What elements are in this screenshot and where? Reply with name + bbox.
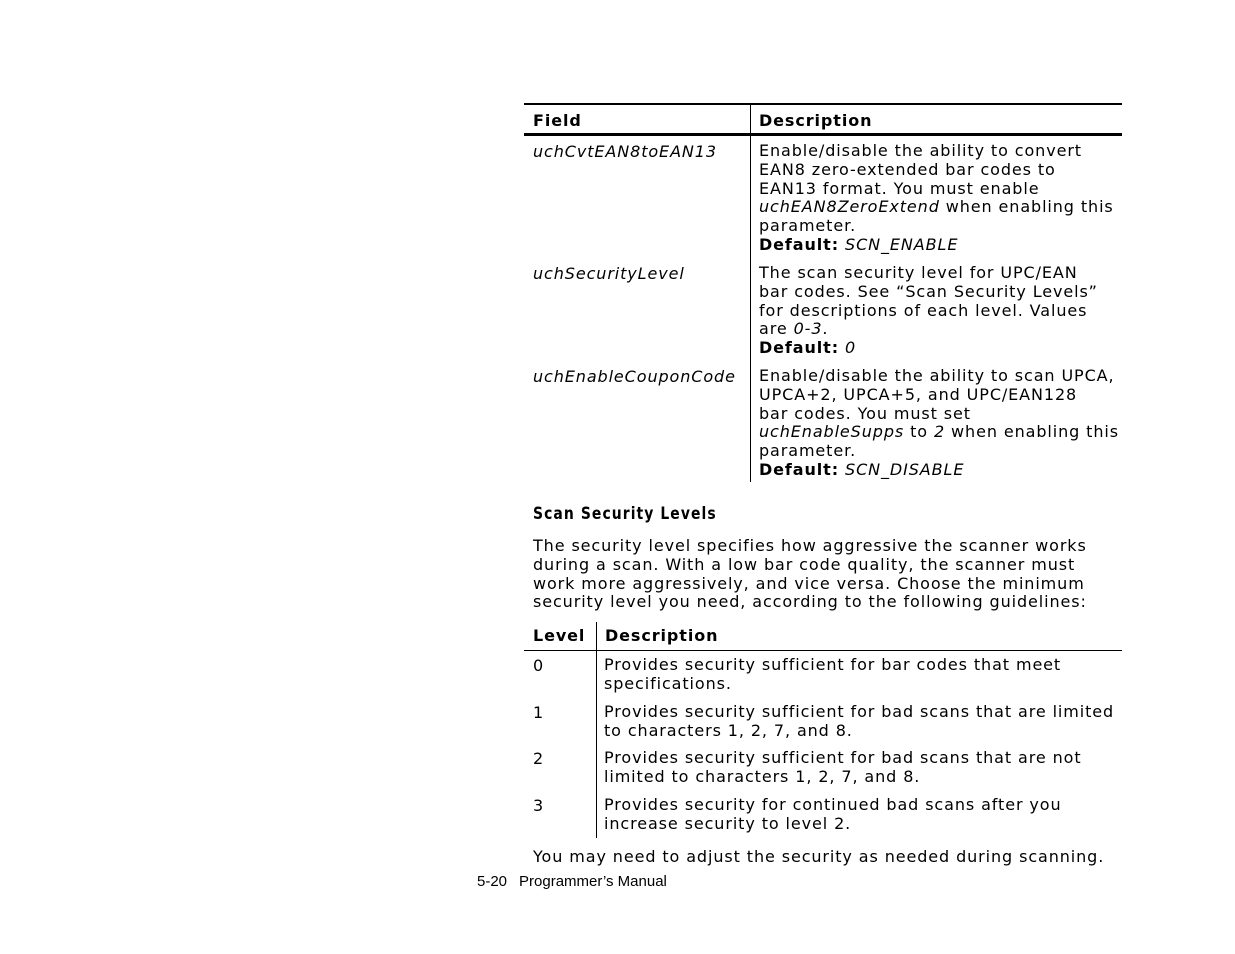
description-line: Enable/disable the ability to convert bbox=[759, 141, 1082, 160]
level-number: 0 bbox=[533, 656, 545, 675]
description-text: to bbox=[904, 422, 934, 442]
description-line: increase security to level 2. bbox=[604, 813, 852, 833]
security-level-table bbox=[524, 622, 1122, 837]
level-table-header bbox=[524, 622, 1122, 651]
default-label: Default: bbox=[759, 234, 840, 254]
parameter-value: 2 bbox=[933, 422, 946, 442]
parameter-reference: uchEAN8ZeroExtend bbox=[759, 197, 940, 217]
level-number: 3 bbox=[533, 796, 545, 815]
description-line: limited to characters 1, 2, 7, and 8. bbox=[604, 766, 921, 786]
description-line: for descriptions of each level. Values bbox=[759, 300, 1088, 320]
level-description bbox=[604, 656, 1119, 694]
default-label: Default: bbox=[759, 459, 840, 479]
field-description bbox=[759, 367, 1121, 480]
field-description bbox=[759, 264, 1121, 358]
description-line: UPCA+2, UPCA+5, and UPC/EAN128 bbox=[759, 384, 1078, 404]
field-column-header: Field bbox=[533, 111, 582, 130]
description-line: Provides security sufficient for bar codes that meet bbox=[604, 655, 1062, 674]
default-line bbox=[759, 236, 1121, 255]
value-range: 0-3 bbox=[793, 319, 823, 339]
level-column-header: Level bbox=[533, 626, 586, 645]
column-divider bbox=[750, 105, 751, 133]
page-footer bbox=[477, 873, 667, 890]
description-line: Provides security sufficient for bad scans that are not bbox=[604, 748, 1082, 767]
description-line: bar codes. See “Scan Security Levels” bbox=[759, 281, 1098, 301]
field-description bbox=[759, 142, 1121, 255]
description-line: EAN8 zero-extended bar codes to bbox=[759, 159, 1056, 179]
column-divider bbox=[750, 258, 751, 361]
table-row bbox=[524, 361, 1122, 482]
level-description bbox=[604, 796, 1119, 834]
description-line: parameter. bbox=[759, 441, 857, 461]
description-line: Provides security for continued bad scans after you bbox=[604, 795, 1062, 814]
description-column-header: Description bbox=[759, 111, 873, 130]
description-line: Provides security sufficient for bad scans that are limited bbox=[604, 702, 1115, 721]
table-row bbox=[524, 136, 1122, 258]
table-row bbox=[524, 651, 1122, 698]
description-text: when enabling this bbox=[939, 197, 1114, 217]
table-row bbox=[524, 744, 1122, 791]
paragraph-line: work more aggressively, and vice versa. Choose the minimum bbox=[533, 573, 1085, 593]
description-text: . bbox=[822, 319, 829, 339]
default-line bbox=[759, 461, 1121, 480]
field-name: uchEnableCouponCode bbox=[533, 367, 736, 386]
description-line: EAN13 format. You must enable bbox=[759, 178, 1040, 198]
field-name: uchCvtEAN8toEAN13 bbox=[533, 142, 717, 161]
paragraph-line: The security level specifies how aggressive the scanner works bbox=[533, 536, 1087, 555]
table-row bbox=[524, 698, 1122, 744]
table-row bbox=[524, 791, 1122, 837]
description-text: when enabling this bbox=[945, 422, 1119, 442]
field-table bbox=[524, 103, 1122, 482]
default-value: SCN_DISABLE bbox=[845, 459, 965, 479]
level-description bbox=[604, 749, 1119, 787]
parameter-reference: uchEnableSupps bbox=[759, 422, 905, 442]
level-number: 2 bbox=[533, 749, 545, 768]
column-divider bbox=[750, 361, 751, 482]
description-column-header: Description bbox=[605, 626, 719, 645]
description-line: Enable/disable the ability to scan UPCA, bbox=[759, 366, 1115, 385]
default-line bbox=[759, 339, 1121, 358]
description-line bbox=[759, 423, 1121, 442]
table-row bbox=[524, 258, 1122, 361]
column-divider bbox=[750, 136, 751, 258]
description-line: to characters 1, 2, 7, and 8. bbox=[604, 720, 853, 740]
default-value: 0 bbox=[845, 338, 857, 358]
default-label: Default: bbox=[759, 338, 840, 358]
field-table-header bbox=[524, 103, 1122, 136]
manual-title: Programmer’s Manual bbox=[519, 873, 667, 890]
description-line bbox=[759, 198, 1121, 217]
description-line bbox=[759, 320, 1121, 339]
description-line: bar codes. You must set bbox=[759, 403, 971, 423]
intro-paragraph bbox=[533, 537, 1123, 612]
description-line: parameter. bbox=[759, 216, 857, 236]
default-value: SCN_ENABLE bbox=[845, 234, 959, 254]
level-description bbox=[604, 703, 1119, 741]
description-line: The scan security level for UPC/EAN bbox=[759, 263, 1078, 282]
closing-paragraph: You may need to adjust the security as needed during scanning. bbox=[533, 847, 1105, 866]
description-text: are bbox=[759, 319, 794, 339]
level-number: 1 bbox=[533, 703, 545, 722]
description-line: specifications. bbox=[604, 673, 732, 693]
section-heading: Scan Security Levels bbox=[533, 504, 717, 524]
field-name: uchSecurityLevel bbox=[533, 264, 685, 283]
page-number: 5-20 bbox=[477, 873, 508, 890]
paragraph-line: security level you need, according to the following guidelines: bbox=[533, 592, 1087, 612]
paragraph-line: during a scan. With a low bar code quality, the scanner must bbox=[533, 554, 1076, 574]
